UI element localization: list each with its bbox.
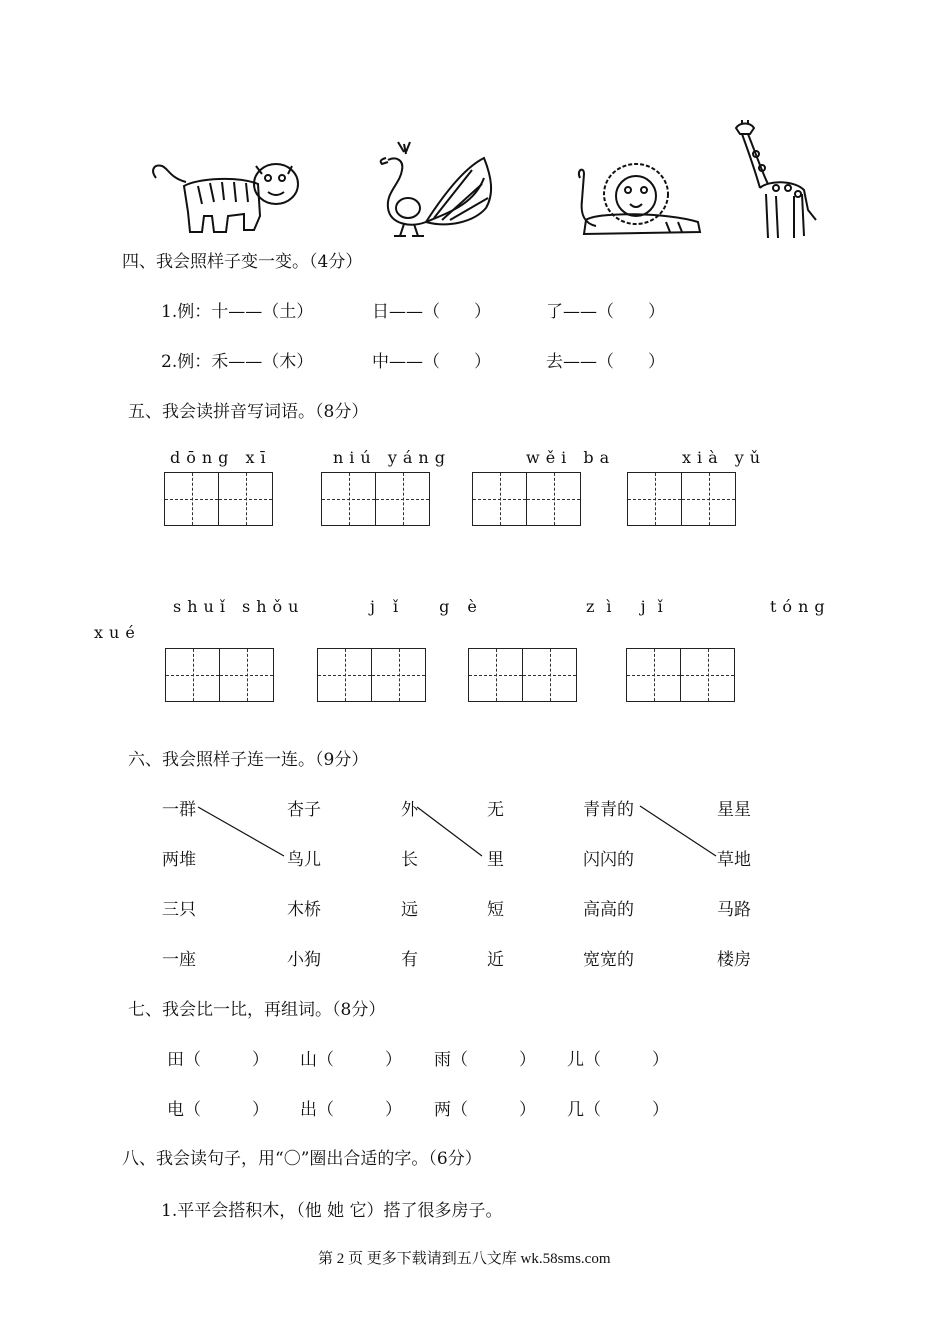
match-item[interactable]: 一座 xyxy=(162,950,196,970)
match-item[interactable]: 有 xyxy=(401,950,418,970)
compare-item: 几（ ） xyxy=(567,1100,669,1120)
compare-item: 田（ ） xyxy=(167,1050,269,1070)
s4-r1-q1: 日——（ ） xyxy=(372,302,491,322)
match-item[interactable]: 两堆 xyxy=(162,850,196,870)
pinyin-weiba: wěi ba xyxy=(526,448,616,467)
match-item[interactable]: 星星 xyxy=(717,800,751,820)
match-item[interactable]: 无 xyxy=(487,800,504,820)
match-item[interactable]: 小狗 xyxy=(287,950,321,970)
s4-r2-example: 2.例：禾——（木） xyxy=(161,352,314,372)
pinyin-xiayu: xià yǔ xyxy=(682,448,767,467)
match-item[interactable]: 宽宽的 xyxy=(583,950,634,970)
pinyin-niuyang: niú yáng xyxy=(333,448,451,467)
section8-title: 八、我会读句子，用“〇”圈出合适的字。（6分） xyxy=(122,1149,482,1169)
connect-line-1 xyxy=(198,807,284,856)
match-item[interactable]: 远 xyxy=(401,900,418,920)
pinyin-jige: jǐ gè xyxy=(370,597,495,616)
match-item[interactable]: 青青的 xyxy=(583,800,634,820)
pinyin-xue: xué xyxy=(94,623,141,642)
s4-r2-q2: 去——（ ） xyxy=(546,352,665,372)
match-item[interactable]: 草地 xyxy=(717,850,751,870)
match-item[interactable]: 杏子 xyxy=(287,800,321,820)
match-item[interactable]: 楼房 xyxy=(717,950,751,970)
s4-r2-q1: 中——（ ） xyxy=(372,352,491,372)
match-item[interactable]: 木桥 xyxy=(287,900,321,920)
pinyin-ziji: zì jǐ xyxy=(586,597,675,616)
section7-title: 七、我会比一比，再组词。（8分） xyxy=(128,1000,386,1020)
match-item[interactable]: 马路 xyxy=(717,900,751,920)
match-item[interactable]: 一群 xyxy=(162,800,196,820)
match-item[interactable]: 短 xyxy=(487,900,504,920)
match-item[interactable]: 里 xyxy=(487,850,504,870)
compare-item: 出（ ） xyxy=(300,1100,402,1120)
compare-item: 山（ ） xyxy=(300,1050,402,1070)
match-item[interactable]: 三只 xyxy=(162,900,196,920)
pinyin-tong: tóng xyxy=(770,597,831,616)
compare-item: 两（ ） xyxy=(434,1100,536,1120)
match-item[interactable]: 长 xyxy=(401,850,418,870)
section8-question-1: 1.平平会搭积木，（他 她 它）搭了很多房子。 xyxy=(161,1201,503,1221)
s4-r1-example: 1.例：十——（土） xyxy=(161,302,314,322)
match-item[interactable]: 近 xyxy=(487,950,504,970)
section5-title: 五、我会读拼音写词语。（8分） xyxy=(128,402,369,422)
page-footer: 第 2 页 更多下载请到五八文库 wk.58sms.com xyxy=(318,1251,611,1267)
compare-item: 雨（ ） xyxy=(434,1050,536,1070)
pinyin-shuishou: shuǐ shǒu xyxy=(173,597,305,616)
section4-title: 四、我会照样子变一变。（4分） xyxy=(122,252,363,272)
pinyin-dongxi: dōng xī xyxy=(170,448,272,467)
match-item[interactable]: 鸟儿 xyxy=(287,850,321,870)
section6-title: 六、我会照样子连一连。（9分） xyxy=(128,750,369,770)
match-item[interactable]: 外 xyxy=(401,800,418,820)
connect-line-3 xyxy=(640,806,716,856)
compare-item: 儿（ ） xyxy=(567,1050,669,1070)
match-item[interactable]: 闪闪的 xyxy=(583,850,634,870)
match-item[interactable]: 高高的 xyxy=(583,900,634,920)
compare-item: 电（ ） xyxy=(167,1100,269,1120)
connect-line-2 xyxy=(417,807,482,856)
s4-r1-q2: 了——（ ） xyxy=(546,302,665,322)
